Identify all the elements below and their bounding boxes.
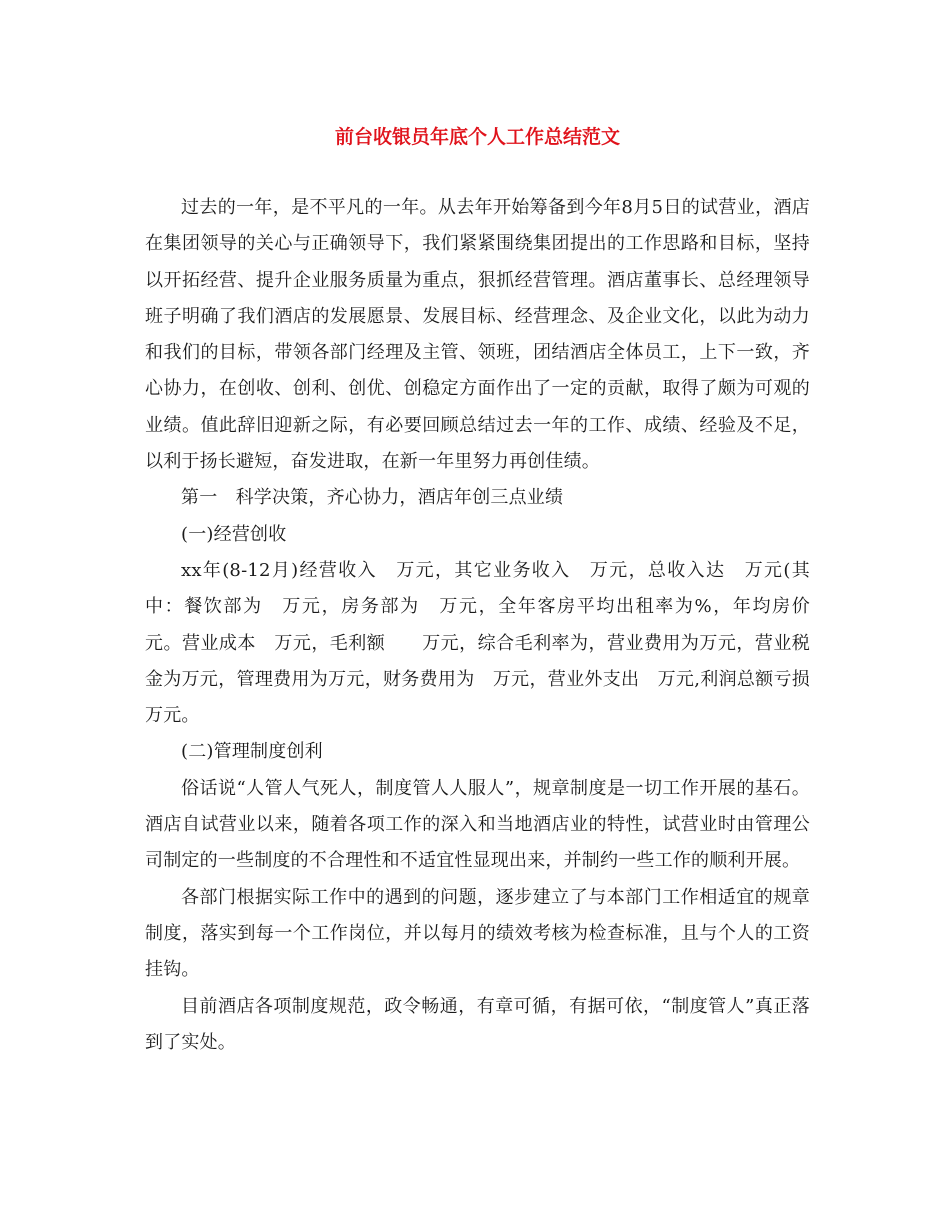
paragraph-management: 俗话说“人管人气死人，制度管人人服人”，规章制度是一切工作开展的基石。酒店自试营业以来，随着各项工作的深入和当地酒店业的特性，试营业时由管理公司制定的一些制度的不合理性和不适宜性显现出来，并制约一些工作的顺利开展。 <box>145 777 810 872</box>
paragraph-intro: 过去的一年，是不平凡的一年。从去年开始筹备到今年8月5日的试营业，酒店在集团领导的关心与正确领导下，我们紧紧围绕集团提出的工作思路和目标，坚持以开拓经营、提升企业服务质量为重点，狠抓经营管理。酒店董事长、总经理领导班子明确了我们酒店的发展愿景、发展目标、经营理念、及企业文化，以此为动力和我们的目标，带领各部门经理及主管、领班，团结酒店全体员工，上下一致，齐心协力，在创收、创利、创优、创稳定方面作出了一定的贡献，取得了颇为可观的业绩。值此辞旧迎新之际，有必要回顾总结过去一年的工作、成绩、经验及不足，以利于扬长避短，奋发进取，在新一年里努力再创佳绩。 <box>145 197 810 473</box>
subsection-heading-revenue: (一)经营创收 <box>181 523 287 545</box>
subsection-heading-management: (二)管理制度创利 <box>181 741 323 763</box>
document-title: 前台收银员年底个人工作总结范文 <box>334 126 620 148</box>
section-heading-1: 第一 科学决策，齐心协力，酒店年创三点业绩 <box>181 487 564 509</box>
paragraph-conclusion: 目前酒店各项制度规范，政令畅通，有章可循，有据可依，“制度管人”真正落到了实处。 <box>145 995 810 1053</box>
paragraph-revenue: xx年(8-12月)经营收入 万元，其它业务收入 万元，总收入达 万元(其中：餐饮部为 万元，房务部为 万元，全年客房平均出租率为%，年均房价 元。营业成本 万元，毛利额 万元，综合毛利率为，营业费用为万元，营业税金为万元，管理费用为万元，财务费用为 万元，营业外支出 万元,利润总额亏损万元。 <box>145 559 829 727</box>
document-body <box>145 190 829 1061</box>
paragraph-departments: 各部门根据实际工作中的遇到的问题，逐步建立了与本部门工作相适宜的规章制度，落实到每一个工作岗位，并以每月的绩效考核为检查标准，且与个人的工资挂钩。 <box>145 886 810 981</box>
